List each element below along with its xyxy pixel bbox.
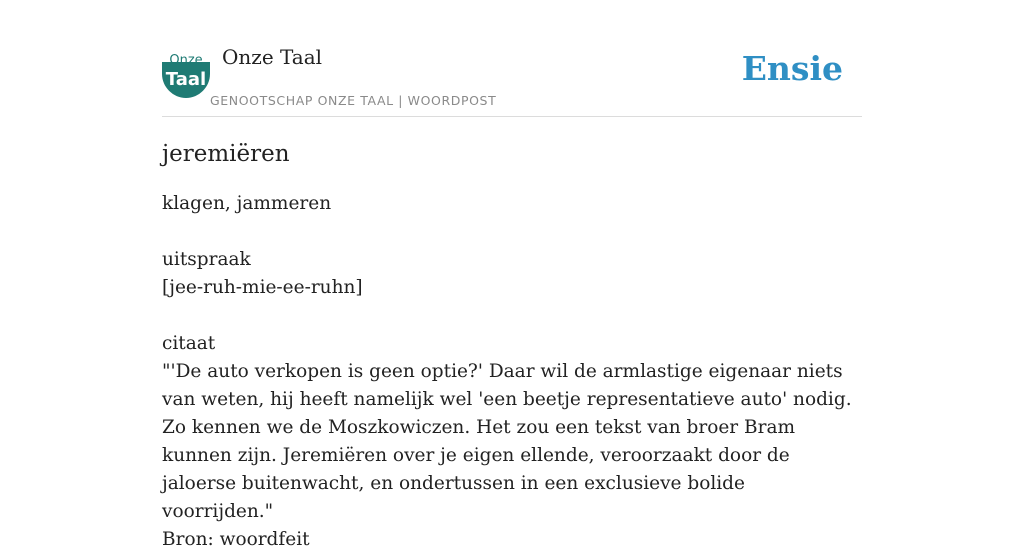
site-subtitle: GENOOTSCHAP ONZE TAAL | WOORDPOST bbox=[210, 93, 497, 108]
site-header bbox=[162, 40, 862, 117]
entry-definition: klagen, jammeren bbox=[162, 193, 332, 214]
pronunciation: [jee-ruh-mie-ee-ruhn] bbox=[162, 277, 363, 298]
spacer bbox=[162, 302, 862, 330]
logo-text-taal: Taal bbox=[165, 69, 207, 90]
logo-text-onze: Onze bbox=[169, 53, 203, 68]
quote-label: citaat bbox=[162, 333, 216, 354]
quote-source: Bron: woordfeit bbox=[162, 529, 310, 550]
entry-content bbox=[162, 138, 862, 554]
site-name[interactable]: Onze Taal bbox=[222, 45, 323, 69]
spacer bbox=[162, 218, 862, 246]
ensie-brand-link[interactable]: Ensie bbox=[741, 49, 843, 88]
entry-term: jeremiëren bbox=[162, 141, 290, 167]
quote-text: "'De auto verkopen is geen optie?' Daar wil de armlastige eigenaar niets van weten, hij heeft namelijk wel 'een beetje representatieve auto' nodig. Zo kennen we de Moszkowiczen. Het zou een tekst van broer Bram kunnen zijn. Jeremiëren over je eigen ellende, veroorzaakt door de jaloerse buitenwacht, en ondertussen in een exclusieve bolide voorrijden." bbox=[162, 361, 852, 522]
onze-taal-logo[interactable] bbox=[162, 50, 210, 98]
pronunciation-label: uitspraak bbox=[162, 249, 251, 270]
